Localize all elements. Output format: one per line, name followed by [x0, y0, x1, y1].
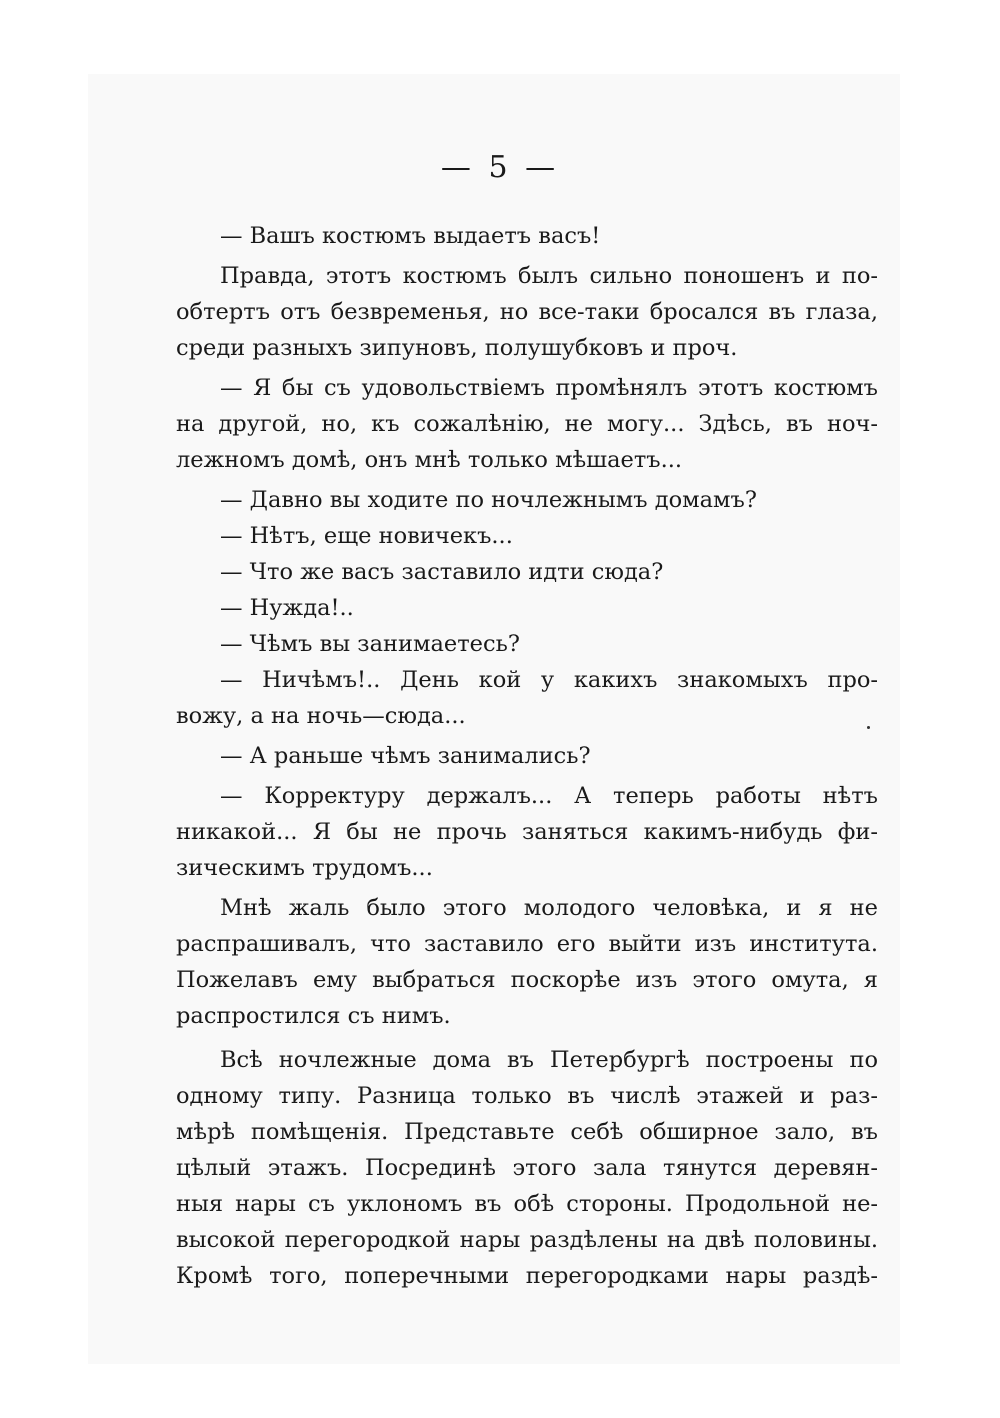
text-line: зическимъ трудомъ...: [176, 855, 433, 881]
page-number: — 5 —: [440, 150, 560, 185]
text-line: лежномъ домѣ, онъ мнѣ только мѣшаетъ...: [176, 447, 683, 473]
text-line: среди разныхъ зипуновъ, полушубковъ и проч.: [176, 335, 738, 361]
text-line: распростился съ нимъ.: [176, 1003, 451, 1029]
text-line: вожу, а на ночь—сюда...: [176, 703, 466, 729]
text-line: мѣрѣ помѣщенія. Представьте себѣ обширное зало, въ: [176, 1119, 878, 1145]
text-line: высокой перегородкой нары раздѣлены на двѣ половины.: [176, 1227, 878, 1253]
text-line: Мнѣ жаль было этого молодого человѣка, и я не: [220, 895, 878, 921]
text-line: — Я бы съ удовольствіемъ промѣнялъ этотъ костюмъ: [220, 375, 878, 401]
text-line: — Нѣтъ, еще новичекъ...: [220, 523, 513, 549]
text-line: — Чѣмъ вы занимаетесь?: [220, 631, 520, 657]
text-line: распрашивалъ, что заставило его выйти изъ института.: [176, 931, 878, 957]
text-line: одному типу. Разница только въ числѣ этажей и раз-: [176, 1083, 878, 1109]
text-line: на другой, но, къ сожалѣнію, не могу... Здѣсь, въ ноч-: [176, 411, 878, 437]
text-line: — Корректуру держалъ... А теперь работы нѣтъ: [220, 783, 878, 809]
text-line: Пожелавъ ему выбраться поскорѣе изъ этого омута, я: [176, 967, 878, 993]
text-line: — Давно вы ходите по ночлежнымъ домамъ?: [220, 487, 757, 513]
text-line: — А раньше чѣмъ занимались?: [220, 743, 591, 769]
text-line: — Ничѣмъ!.. День кой у какихъ знакомыхъ про-: [220, 667, 878, 693]
text-line: — Что же васъ заставило идти сюда?: [220, 559, 664, 585]
text-line: Всѣ ночлежные дома въ Петербургѣ построены по: [220, 1047, 878, 1073]
text-line: цѣлый этажъ. Посрединѣ этого зала тянутся деревян-: [176, 1155, 878, 1181]
text-line: ныя нары съ уклономъ въ обѣ стороны. Продольной не-: [176, 1191, 878, 1217]
text-line: — Вашъ костюмъ выдаетъ васъ!: [220, 223, 601, 249]
text-line: Кромѣ того, поперечными перегородками нары раздѣ-: [176, 1263, 878, 1289]
text-line: — Нужда!..: [220, 595, 354, 621]
body-text: [176, 218, 878, 1294]
text-line: Правда, этотъ костюмъ былъ сильно поношенъ и по-: [220, 263, 878, 289]
text-line: обтертъ отъ безвременья, но все-таки бросался въ глаза,: [176, 299, 878, 325]
text-line: никакой... Я бы не прочь заняться какимъ-нибудь фи-: [176, 819, 878, 845]
ink-speck: [867, 726, 870, 729]
